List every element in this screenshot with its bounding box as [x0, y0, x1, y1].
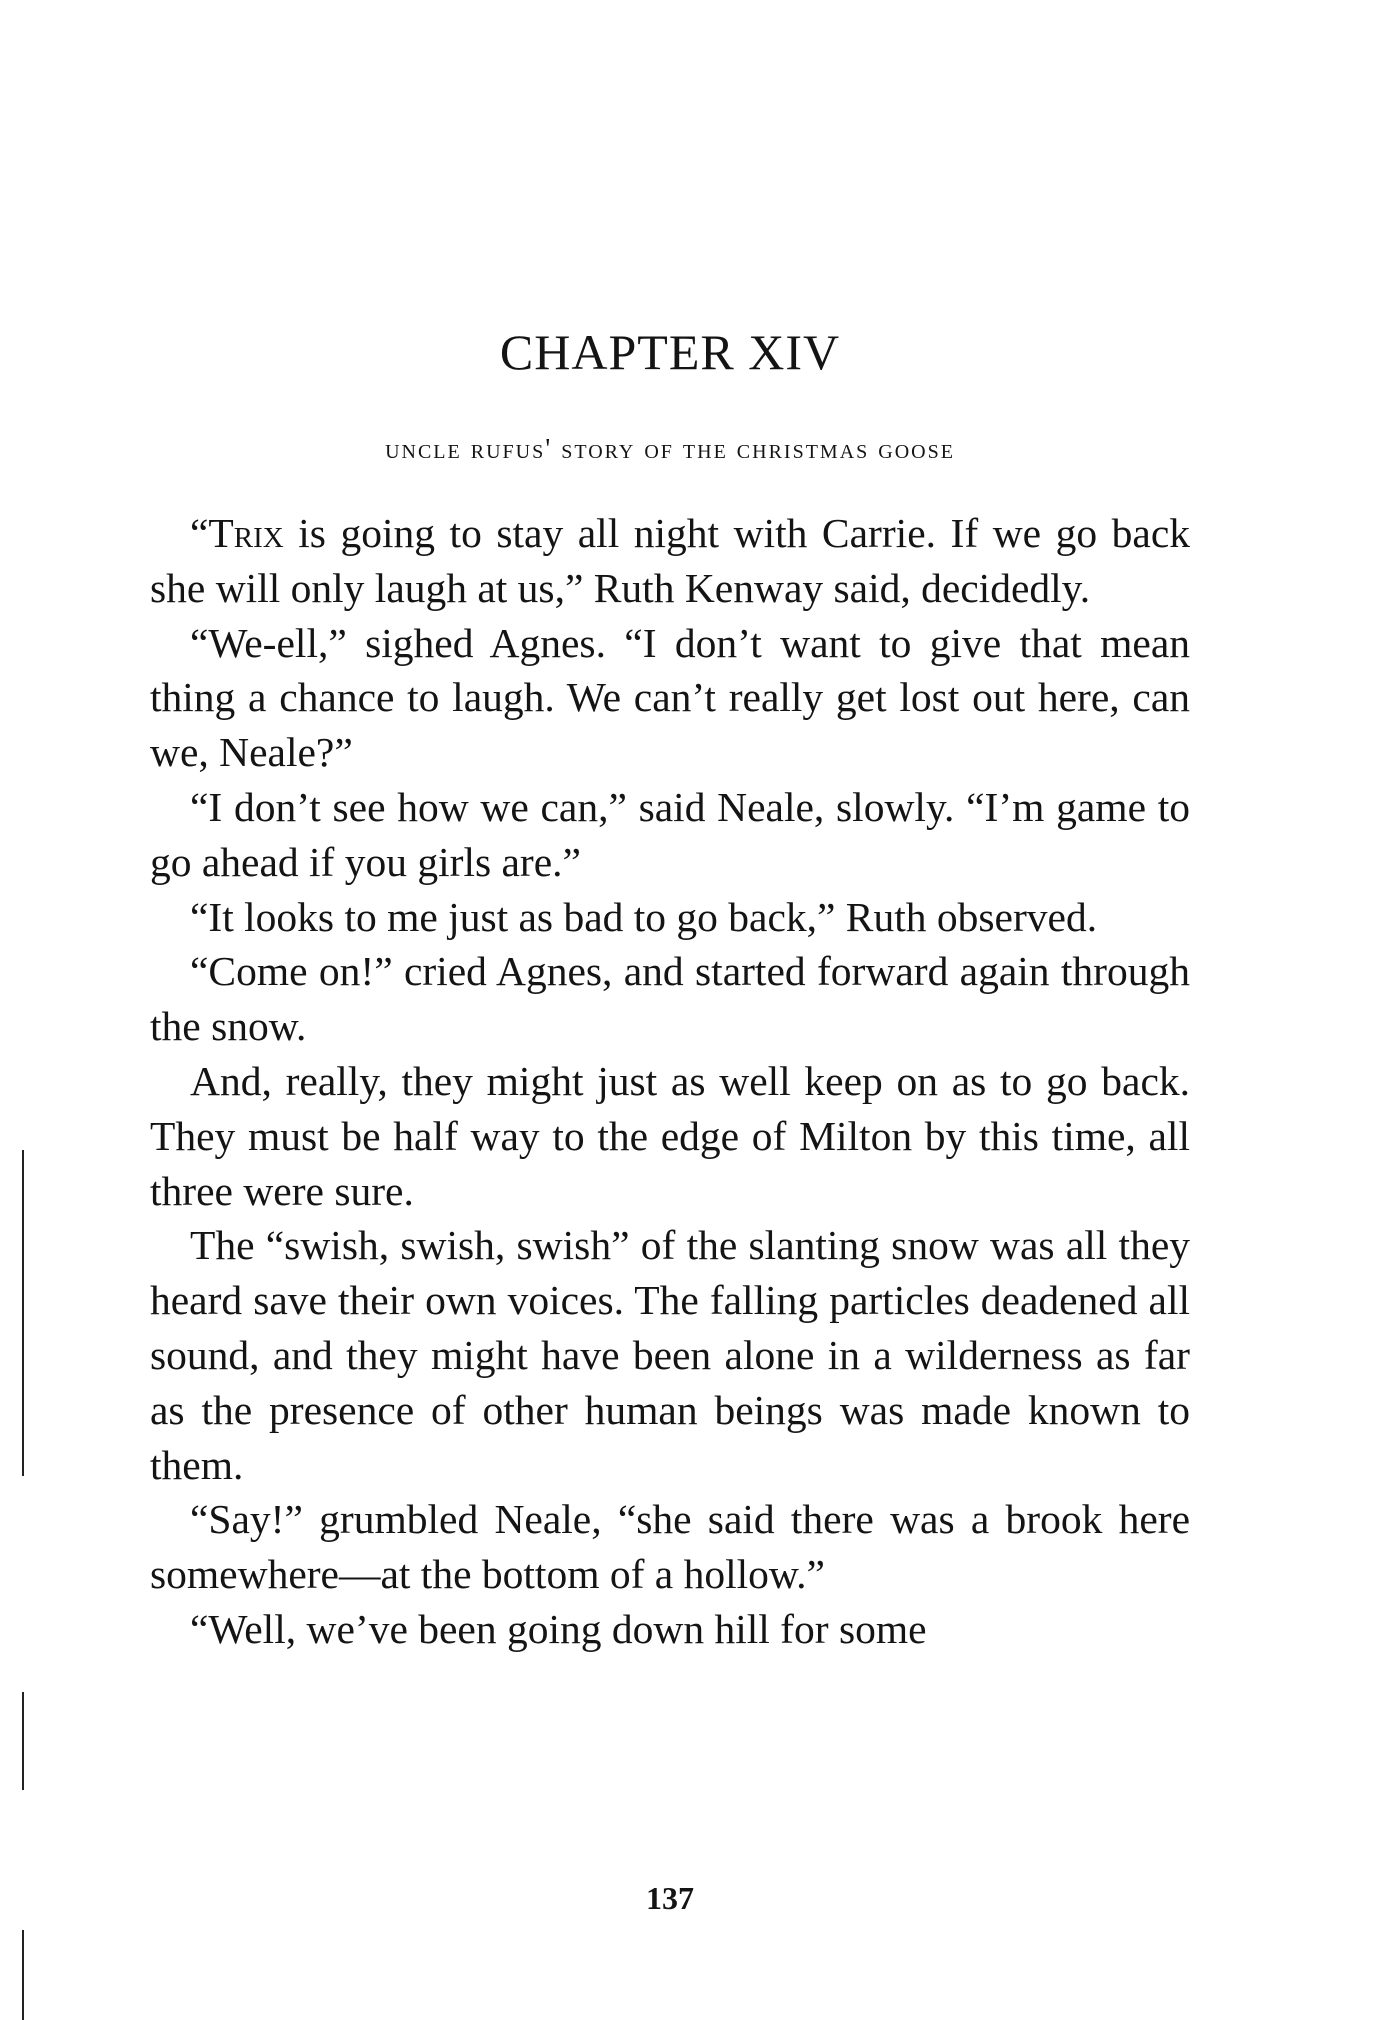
chapter-heading: CHAPTER XIV: [499, 324, 841, 380]
text-body: [150, 506, 1190, 1657]
paragraph: “It looks to me just as bad to go back,” Ruth observed.: [190, 893, 1098, 940]
paragraph: “Well, we’ve been going down hill for some: [190, 1605, 927, 1652]
page-number: 137: [646, 1880, 694, 1916]
scan-edge-mark: [22, 1150, 24, 1476]
paragraph: The “swish, swish, swish” of the slanting snow was all they heard save their own voices. The falling particles deadened all sound, and they might have been alone in a wilderness as far as the presence of other human beings was made known to them.: [150, 1222, 1190, 1488]
chapter-subtitle: uncle rufus' story of the christmas goose: [385, 434, 955, 465]
scan-edge-mark: [22, 1930, 24, 2020]
paragraph: “Say!” grumbled Neale, “she said there was a brook here somewhere—at the bottom of a hollow.”: [150, 1496, 1190, 1598]
paragraph-lead: “T: [190, 510, 234, 556]
scan-edge-mark: [22, 1692, 24, 1790]
paragraph: “We-ell,” sighed Agnes. “I don’t want to give that mean thing a chance to laugh. We can’t really get lost out here, can we, Neale?”: [150, 619, 1190, 776]
paragraph: [150, 506, 1190, 616]
paragraph: “I don’t see how we can,” said Neale, slowly. “I’m game to go ahead if you girls are.”: [150, 783, 1190, 885]
paragraph: And, really, they might just as well keep on as to go back. They must be half way to the edge of Milton by this time, all three were sure.: [150, 1057, 1190, 1214]
paragraph: “Come on!” cried Agnes, and started forward again through the snow.: [150, 948, 1190, 1050]
paragraph-text: is going to stay all night with Carrie. If we go back she will only laugh at us,” Ruth Kenway said, decidedly.: [150, 510, 1190, 611]
paragraph-smallcaps: rix: [233, 510, 284, 556]
